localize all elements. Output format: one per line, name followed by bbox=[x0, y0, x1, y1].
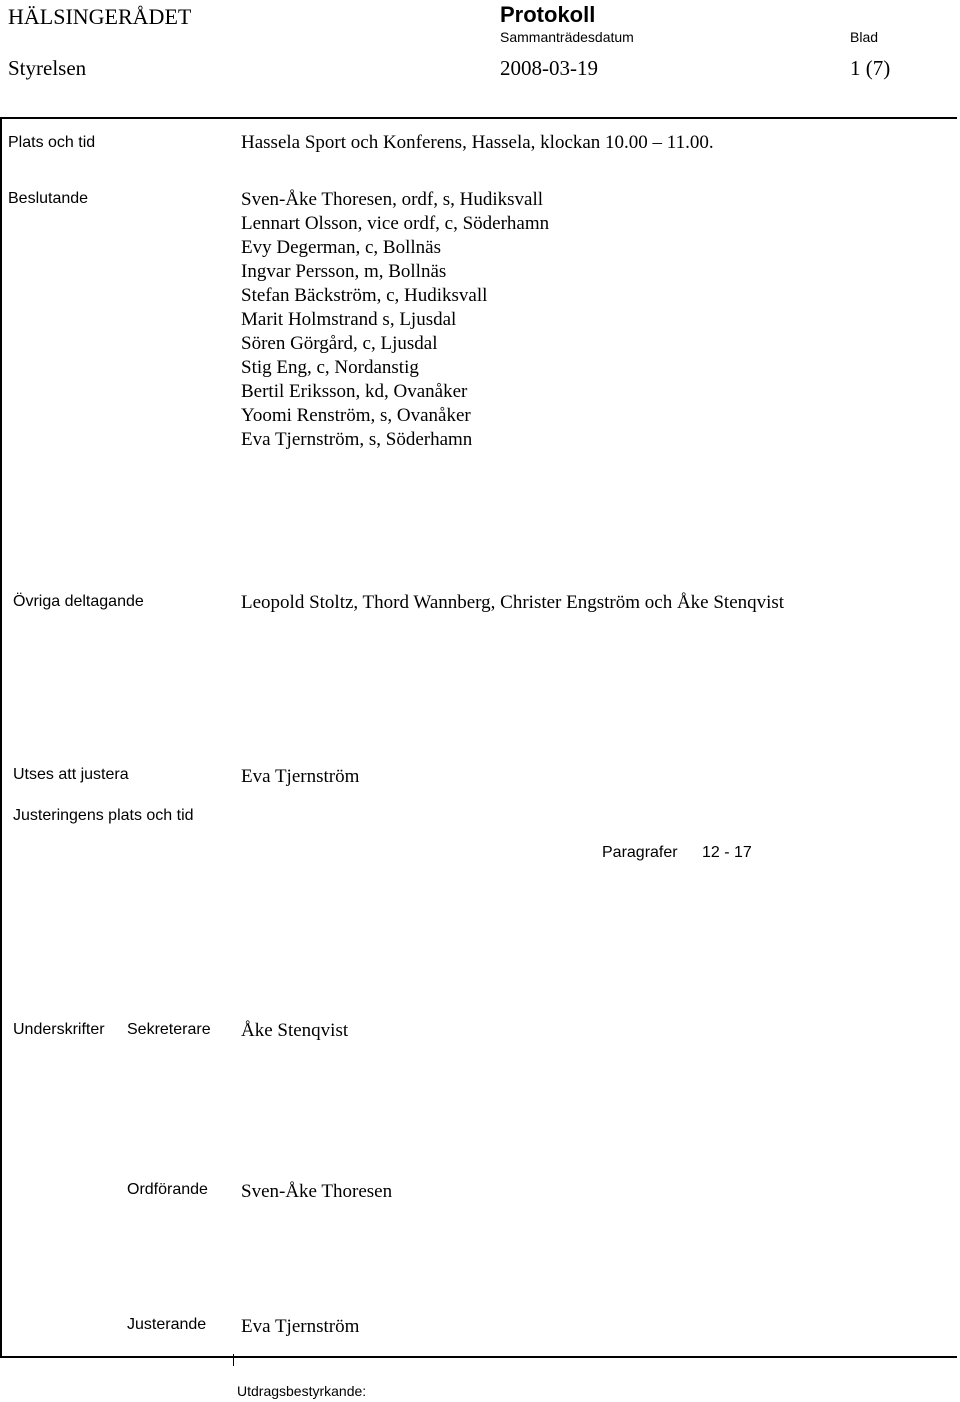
signing-adjuster-label: Justerande bbox=[127, 1316, 207, 1333]
adjuster-value: Eva Tjernström bbox=[241, 766, 360, 787]
org-name: HÄLSINGERÅDET bbox=[8, 4, 192, 29]
member-item: Eva Tjernström, s, Söderhamn bbox=[241, 429, 473, 450]
signing-adjuster-name: Eva Tjernström bbox=[241, 1316, 360, 1337]
meeting-date: 2008-03-19 bbox=[500, 56, 598, 80]
member-item: Stefan Bäckström, c, Hudiksvall bbox=[241, 285, 488, 306]
deciding-label: Beslutande bbox=[8, 190, 89, 207]
chair-name: Sven-Åke Thoresen bbox=[241, 1181, 393, 1202]
page-number: 1 (7) bbox=[850, 56, 891, 80]
member-item: Bertil Eriksson, kd, Ovanåker bbox=[241, 381, 468, 402]
certify-label: Utdragsbestyrkande: bbox=[237, 1383, 367, 1399]
doc-type: Protokoll bbox=[500, 2, 596, 27]
secretary-name: Åke Stenqvist bbox=[241, 1020, 349, 1041]
member-item: Ingvar Persson, m, Bollnäs bbox=[241, 261, 447, 282]
adjuster-label: Utses att justera bbox=[13, 766, 129, 783]
adjust-place-label: Justeringens plats och tid bbox=[13, 807, 194, 824]
member-item: Evy Degerman, c, Bollnäs bbox=[241, 237, 441, 258]
chair-label: Ordförande bbox=[127, 1181, 208, 1198]
paragraphs-label: Paragrafer bbox=[602, 844, 678, 861]
member-item: Lennart Olsson, vice ordf, c, Söderhamn bbox=[241, 213, 550, 234]
body-name: Styrelsen bbox=[8, 56, 87, 80]
place-time-value: Hassela Sport och Konferens, Hassela, klockan 10.00 – 11.00. bbox=[241, 132, 714, 153]
frame-divider-tick bbox=[233, 1354, 234, 1366]
member-item: Marit Holmstrand s, Ljusdal bbox=[241, 309, 457, 330]
signatures-label: Underskrifter bbox=[13, 1021, 105, 1038]
member-item: Sören Görgård, c, Ljusdal bbox=[241, 333, 438, 354]
secretary-label: Sekreterare bbox=[127, 1021, 211, 1038]
paragraphs-value: 12 - 17 bbox=[702, 844, 752, 861]
date-label: Sammanträdesdatum bbox=[500, 29, 634, 45]
member-item: Stig Eng, c, Nordanstig bbox=[241, 357, 419, 378]
page-label: Blad bbox=[850, 29, 879, 45]
place-time-label: Plats och tid bbox=[8, 134, 96, 151]
deciding-members-list bbox=[241, 188, 549, 452]
other-participants-value: Leopold Stoltz, Thord Wannberg, Christer Engström och Åke Stenqvist bbox=[241, 592, 785, 613]
member-item: Yoomi Renström, s, Ovanåker bbox=[241, 405, 471, 426]
other-participants-label: Övriga deltagande bbox=[13, 593, 144, 610]
member-item: Sven-Åke Thoresen, ordf, s, Hudiksvall bbox=[241, 189, 544, 210]
